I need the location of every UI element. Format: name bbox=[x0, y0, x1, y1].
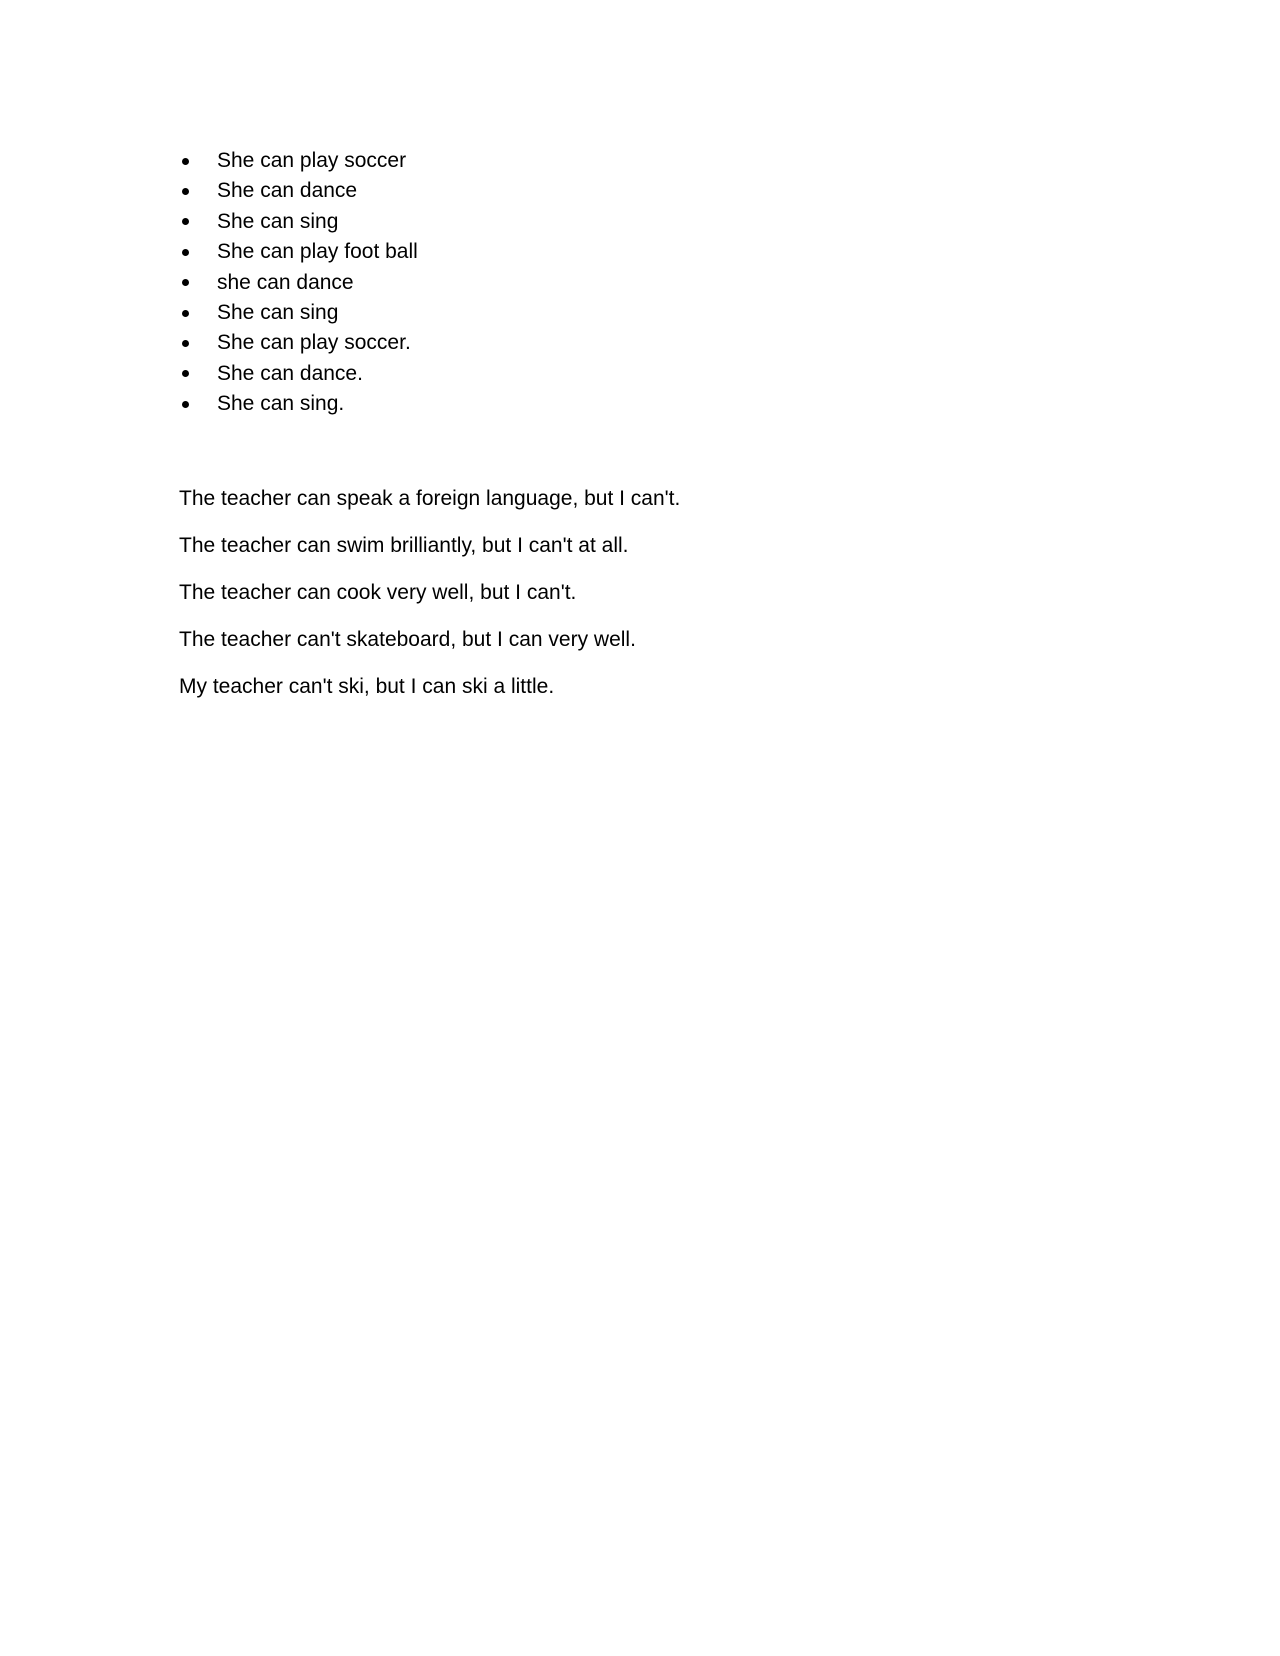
bullet-icon bbox=[182, 188, 189, 195]
bullet-icon bbox=[182, 310, 189, 317]
bullet-icon bbox=[182, 279, 189, 286]
bullet-list bbox=[179, 146, 1099, 420]
list-item-text: She can dance. bbox=[217, 361, 363, 385]
document-body bbox=[179, 146, 1099, 719]
bullet-icon bbox=[182, 158, 189, 165]
list-item-text: She can play soccer. bbox=[217, 331, 411, 355]
list-item-text: She can play soccer bbox=[217, 149, 407, 172]
paragraph: My teacher can't ski, but I can ski a little. bbox=[179, 675, 555, 699]
list-item-text: She can sing bbox=[217, 300, 339, 324]
bullet-icon bbox=[182, 370, 189, 377]
bullet-icon bbox=[182, 401, 189, 408]
paragraph: The teacher can cook very well, but I can't. bbox=[179, 580, 577, 604]
paragraph: The teacher can't skateboard, but I can very well. bbox=[179, 628, 636, 652]
bullet-icon bbox=[182, 249, 189, 256]
list-item bbox=[179, 176, 1099, 206]
list-item-text: She can sing. bbox=[217, 392, 345, 416]
bullet-icon bbox=[182, 218, 189, 225]
list-item bbox=[179, 207, 1099, 237]
list-item bbox=[179, 359, 1099, 389]
list-item bbox=[179, 237, 1099, 267]
list-item-text: she can dance bbox=[217, 270, 354, 294]
list-item-text: She can play foot ball bbox=[217, 240, 418, 264]
bullet-icon bbox=[182, 340, 189, 347]
list-item bbox=[179, 328, 1099, 358]
paragraph: The teacher can speak a foreign language, but I can't. bbox=[179, 486, 681, 510]
list-item bbox=[179, 389, 1099, 419]
paragraph-group bbox=[179, 484, 1099, 720]
list-item-text: She can dance bbox=[217, 179, 358, 203]
list-item bbox=[179, 146, 1099, 176]
list-item bbox=[179, 298, 1099, 328]
list-item-text: She can sing bbox=[217, 209, 339, 233]
paragraph: The teacher can swim brilliantly, but I can't at all. bbox=[179, 533, 629, 557]
list-item bbox=[179, 268, 1099, 298]
